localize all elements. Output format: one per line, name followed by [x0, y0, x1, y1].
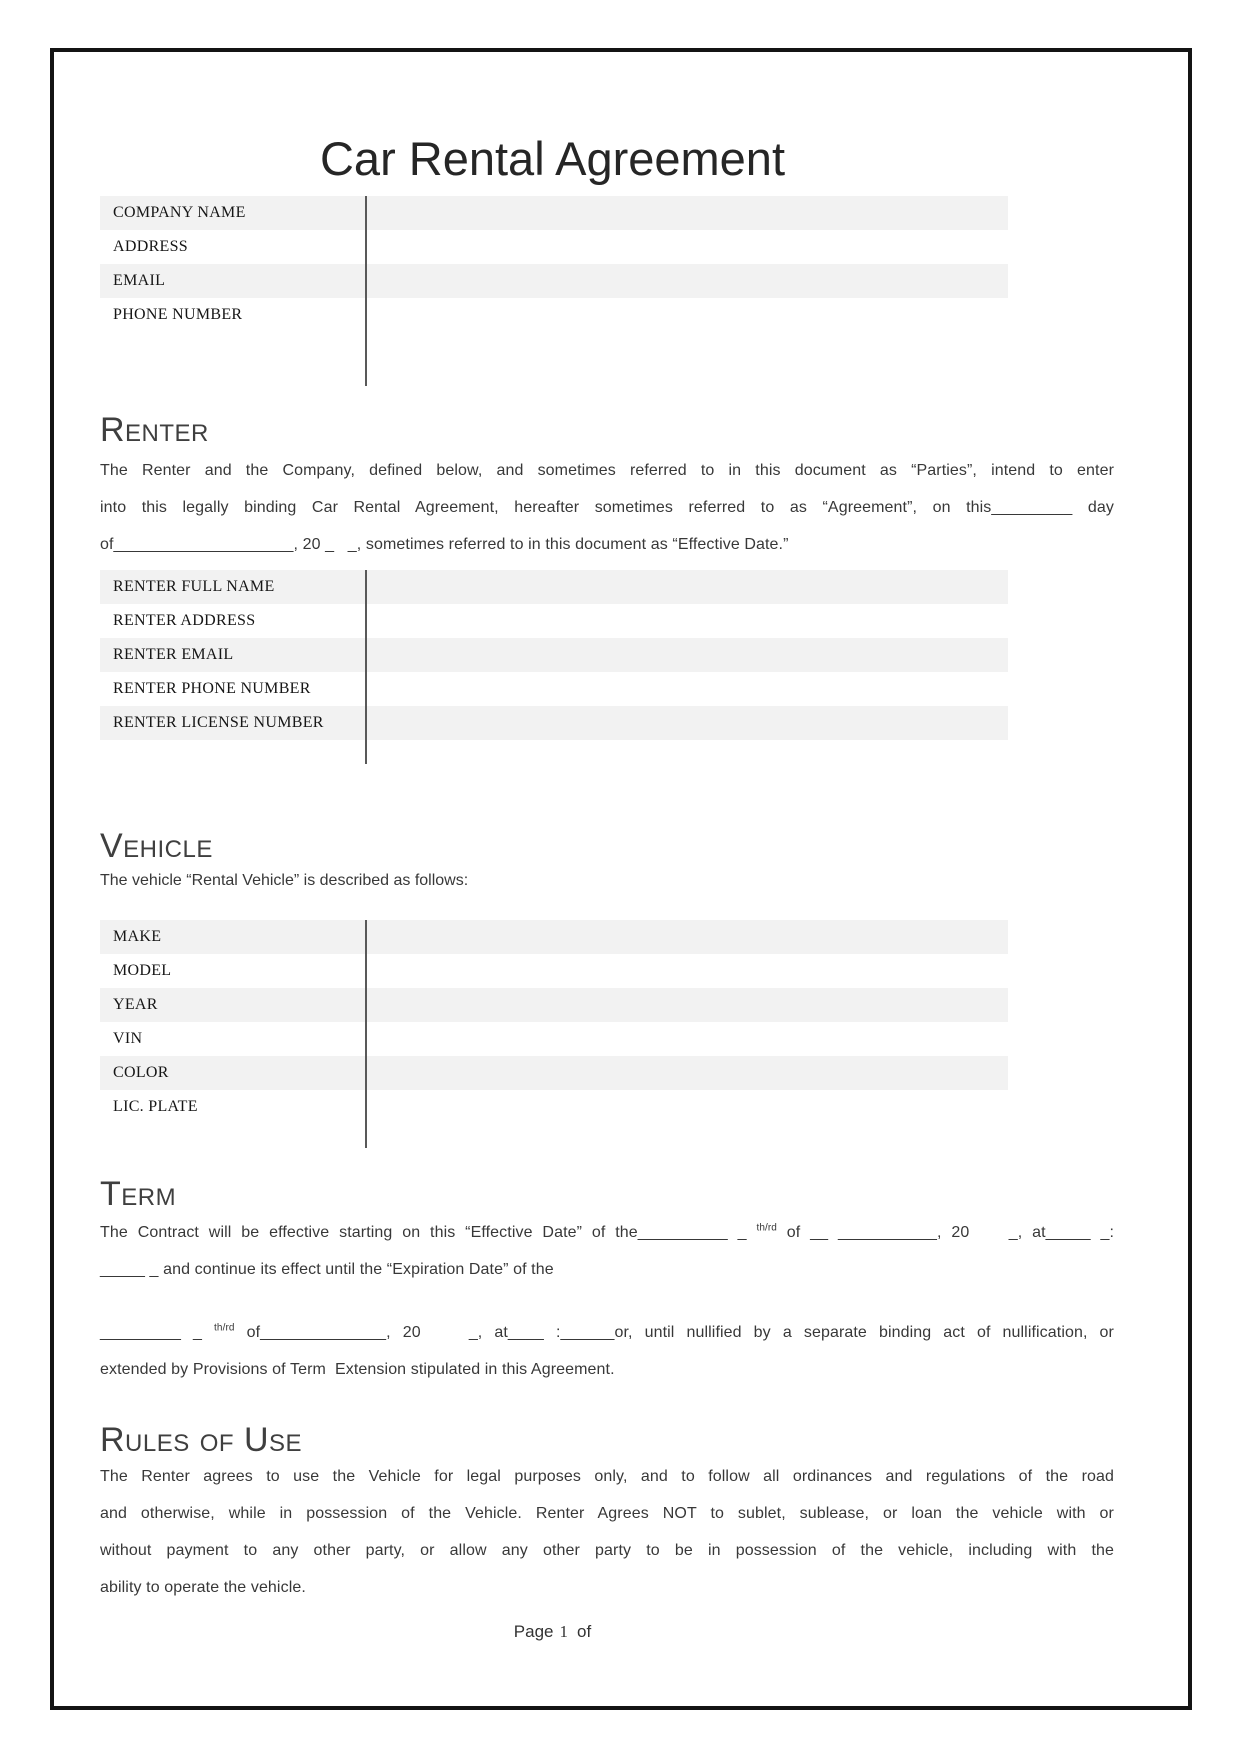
vehicle-intro-text: The vehicle “Rental Vehicle” is described as follows:	[100, 872, 469, 889]
renter-paragraph	[100, 452, 1114, 563]
term-section-heading: Term	[100, 1175, 177, 1213]
table-column-divider	[365, 570, 367, 764]
vehicle-model-field[interactable]	[365, 954, 1008, 988]
table-row	[100, 298, 1008, 332]
table-row	[100, 196, 1008, 230]
paragraph-line: extended by Provisions of Term Extension stipulated in this Agreement.	[100, 1361, 615, 1378]
table-row	[100, 604, 1008, 638]
table-row	[100, 1056, 1008, 1090]
table-row	[100, 638, 1008, 672]
company-email-field[interactable]	[365, 264, 1008, 298]
term-line3-text: of______________, 20 _, at____ :______or, until nullified by a separate binding act of nullification, or	[234, 1324, 1114, 1341]
paragraph-line: The Renter agrees to use the Vehicle for legal purposes only, and to follow all ordinances and regulations of the road	[100, 1468, 1114, 1485]
document-title: Car Rental Agreement	[319, 132, 786, 185]
row-label: ADDRESS	[113, 238, 189, 255]
row-label: RENTER ADDRESS	[113, 612, 256, 629]
company-table	[100, 196, 1008, 332]
paragraph-line	[100, 1314, 1114, 1351]
page-number: 1	[559, 1622, 568, 1641]
paragraph-line: into this legally binding Car Rental Agreement, hereafter sometimes referred to as “Agreement”, on this_________ day	[100, 499, 1114, 516]
row-label: MAKE	[113, 928, 162, 945]
row-label: RENTER EMAIL	[113, 646, 234, 663]
table-row	[100, 1022, 1008, 1056]
table-row	[100, 230, 1008, 264]
paragraph-line: and otherwise, while in possession of the Vehicle. Renter Agrees NOT to sublet, sublease, or loan the vehicle with or	[100, 1505, 1114, 1522]
table-row	[100, 1090, 1008, 1124]
vehicle-plate-field[interactable]	[365, 1090, 1008, 1124]
renter-section-heading: Renter	[100, 411, 209, 449]
row-label: MODEL	[113, 962, 172, 979]
paragraph-line: ability to operate the vehicle.	[100, 1579, 306, 1596]
renter-phone-field[interactable]	[365, 672, 1008, 706]
vehicle-year-field[interactable]	[365, 988, 1008, 1022]
table-row	[100, 264, 1008, 298]
renter-table	[100, 570, 1008, 740]
table-column-divider	[365, 920, 367, 1148]
term-line1-text: The Contract will be effective starting on this “Effective Date” of the__________ _	[100, 1224, 757, 1241]
rules-section-heading: Rules of Use	[100, 1421, 303, 1459]
paragraph-spacer	[100, 1288, 1114, 1314]
paragraph-line: _____ _ and continue its effect until the “Expiration Date” of the	[100, 1261, 554, 1278]
renter-full-name-field[interactable]	[365, 570, 1008, 604]
table-row	[100, 954, 1008, 988]
renter-license-field[interactable]	[365, 706, 1008, 740]
row-label: EMAIL	[113, 272, 166, 289]
renter-address-field[interactable]	[365, 604, 1008, 638]
paragraph-line: of____________________, 20 _ _, sometimes referred to in this document as “Effective Date.”	[100, 536, 789, 553]
paragraph-line: without payment to any other party, or allow any other party to be in possession of the vehicle, including with the	[100, 1542, 1114, 1559]
row-label: RENTER FULL NAME	[113, 578, 275, 595]
table-row	[100, 672, 1008, 706]
ordinal-superscript: th/rd	[756, 1222, 777, 1234]
renter-email-field[interactable]	[365, 638, 1008, 672]
table-row	[100, 706, 1008, 740]
table-row	[100, 920, 1008, 954]
company-name-field[interactable]	[365, 196, 1008, 230]
page-of-label: of	[577, 1622, 592, 1641]
vehicle-make-field[interactable]	[365, 920, 1008, 954]
page-footer	[100, 1617, 1005, 1647]
vehicle-section-heading: Vehicle	[100, 827, 213, 865]
row-label: PHONE NUMBER	[113, 306, 243, 323]
row-label: LIC. PLATE	[113, 1098, 198, 1115]
page-label: Page	[513, 1622, 554, 1641]
vehicle-table	[100, 920, 1008, 1124]
row-label: COMPANY NAME	[113, 204, 246, 221]
company-address-field[interactable]	[365, 230, 1008, 264]
table-row	[100, 988, 1008, 1022]
vehicle-color-field[interactable]	[365, 1056, 1008, 1090]
ordinal-superscript: th/rd	[214, 1322, 235, 1334]
row-label: YEAR	[113, 996, 158, 1013]
row-label: COLOR	[113, 1064, 169, 1081]
table-row	[100, 570, 1008, 604]
term-paragraph	[100, 1214, 1114, 1388]
paragraph-line: The Renter and the Company, defined below, and sometimes referred to in this document as “Parties”, intend to enter	[100, 462, 1114, 479]
table-column-divider	[365, 196, 367, 386]
row-label: RENTER PHONE NUMBER	[113, 680, 311, 697]
term-line3-text: _________ _	[100, 1324, 215, 1341]
rules-paragraph	[100, 1458, 1114, 1606]
row-label: RENTER LICENSE NUMBER	[113, 714, 324, 731]
term-line1-text: of __ ___________, 20 _, at_____ _:	[776, 1224, 1114, 1241]
row-label: VIN	[113, 1030, 143, 1047]
paragraph-line	[100, 1214, 1114, 1251]
company-phone-field[interactable]	[365, 298, 1008, 332]
vehicle-vin-field[interactable]	[365, 1022, 1008, 1056]
